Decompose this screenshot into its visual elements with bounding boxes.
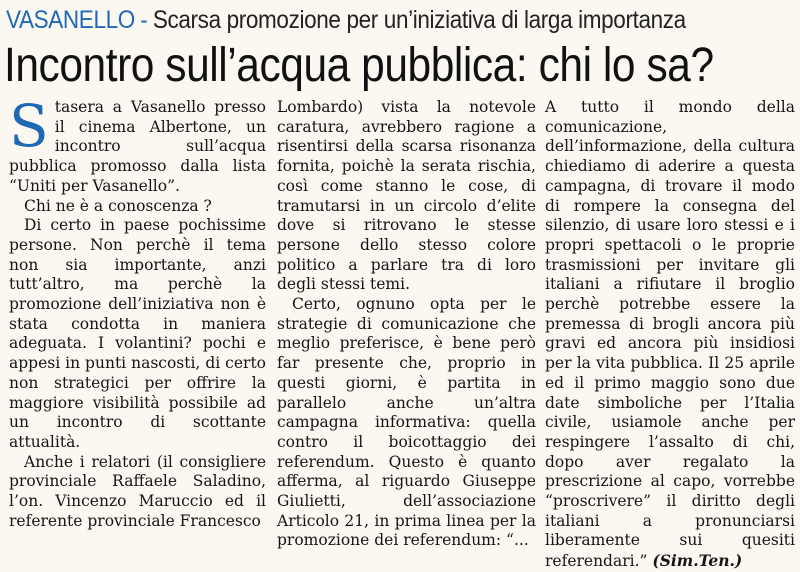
article-paragraph: Certo, ognuno opta per le strategie di comunicazione che meglio preferisce, è bene però far presente che, proprio in questi giorni, è partita in parallelo anche un’altra campagna informativa: quella contro il boicottaggio dei referendum. Questo è quanto afferma, al riguardo Giuseppe Giulietti, dell’associazione Articolo 21, in prima linea per la promozione dei referendum: “... [277,295,536,550]
paragraph-text: A tutto il mondo della comunicazione, dell’informazione, della cultura chiediamo di aderire a questa campagna, di trovare il modo di rompere la consegna del silenzio, di usare loro stessi e i propri spettacoli o le proprie trasmissioni per invitare gli italiani a rifiutare il broglio perchè potrebbe essere la premessa di brogli ancora più gravi ed ancora più insidiosi per la vita pubblica. Il 25 aprile ed il primo maggio sono due date simboliche per l’Italia civile, usiamole anche per respingere l’assalto di chi, dopo aver regalato la prescrizione al capo, vorrebbe “proscrivere” il diritto degli italiani a pronunciarsi liberamente sui quesiti referendari.” [545,98,795,571]
article-paragraph [9,92,266,197]
article-paragraph: Anche i relatori (il consigliere provinciale Raffaele Saladino, l’on. Vincenzo Maruccio ed il referente provinciale Francesco [9,452,266,530]
kicker-subtitle: Scarsa promozione per un’iniziativa di larga importanza [152,5,686,34]
drop-cap: S [9,92,49,160]
article-paragraph: Lombardo) vista la notevole caratura, avrebbero ragione a risentirsi della scarsa risonanza fornita, poichè la serata rischia, così come stanno le cose, di tramutarsi in un circolo d’elite dove si ritrovano le stesse persone dello stesso colore politico a parlare tra di loro degli stessi temi. [277,98,536,294]
article-column-3 [545,98,795,572]
article-paragraph: Di certo in paese pochissime persone. Non perchè il tema non sia importante, anzi tutt’altro, ma perchè la promozione dell’iniziativa non è stata condotta in maniera adeguata. I volantini? pochi e appesi in punti nascosti, di certo non strategici per offrire la maggiore visibilità possibile ad un incontro di scottante attualità. [9,216,266,451]
headline: Incontro sull’acqua pubblica: chi lo sa? [4,39,714,92]
article-column-2 [277,98,536,551]
kicker-place: VASANELLO [6,5,135,34]
article-paragraph [545,98,795,572]
kicker [6,4,686,36]
article-paragraph: Chi ne è a conoscenza ? [24,196,212,215]
author-signature: (Sim.Ten.) [652,551,743,571]
article-column-1 [9,92,266,531]
paragraph-text: tasera a Vasanello presso il cinema Albertone, un incontro sull’acqua pubblica promosso dalla lista “Uniti per Vasanello”. [9,98,266,195]
kicker-separator: - [140,5,148,34]
